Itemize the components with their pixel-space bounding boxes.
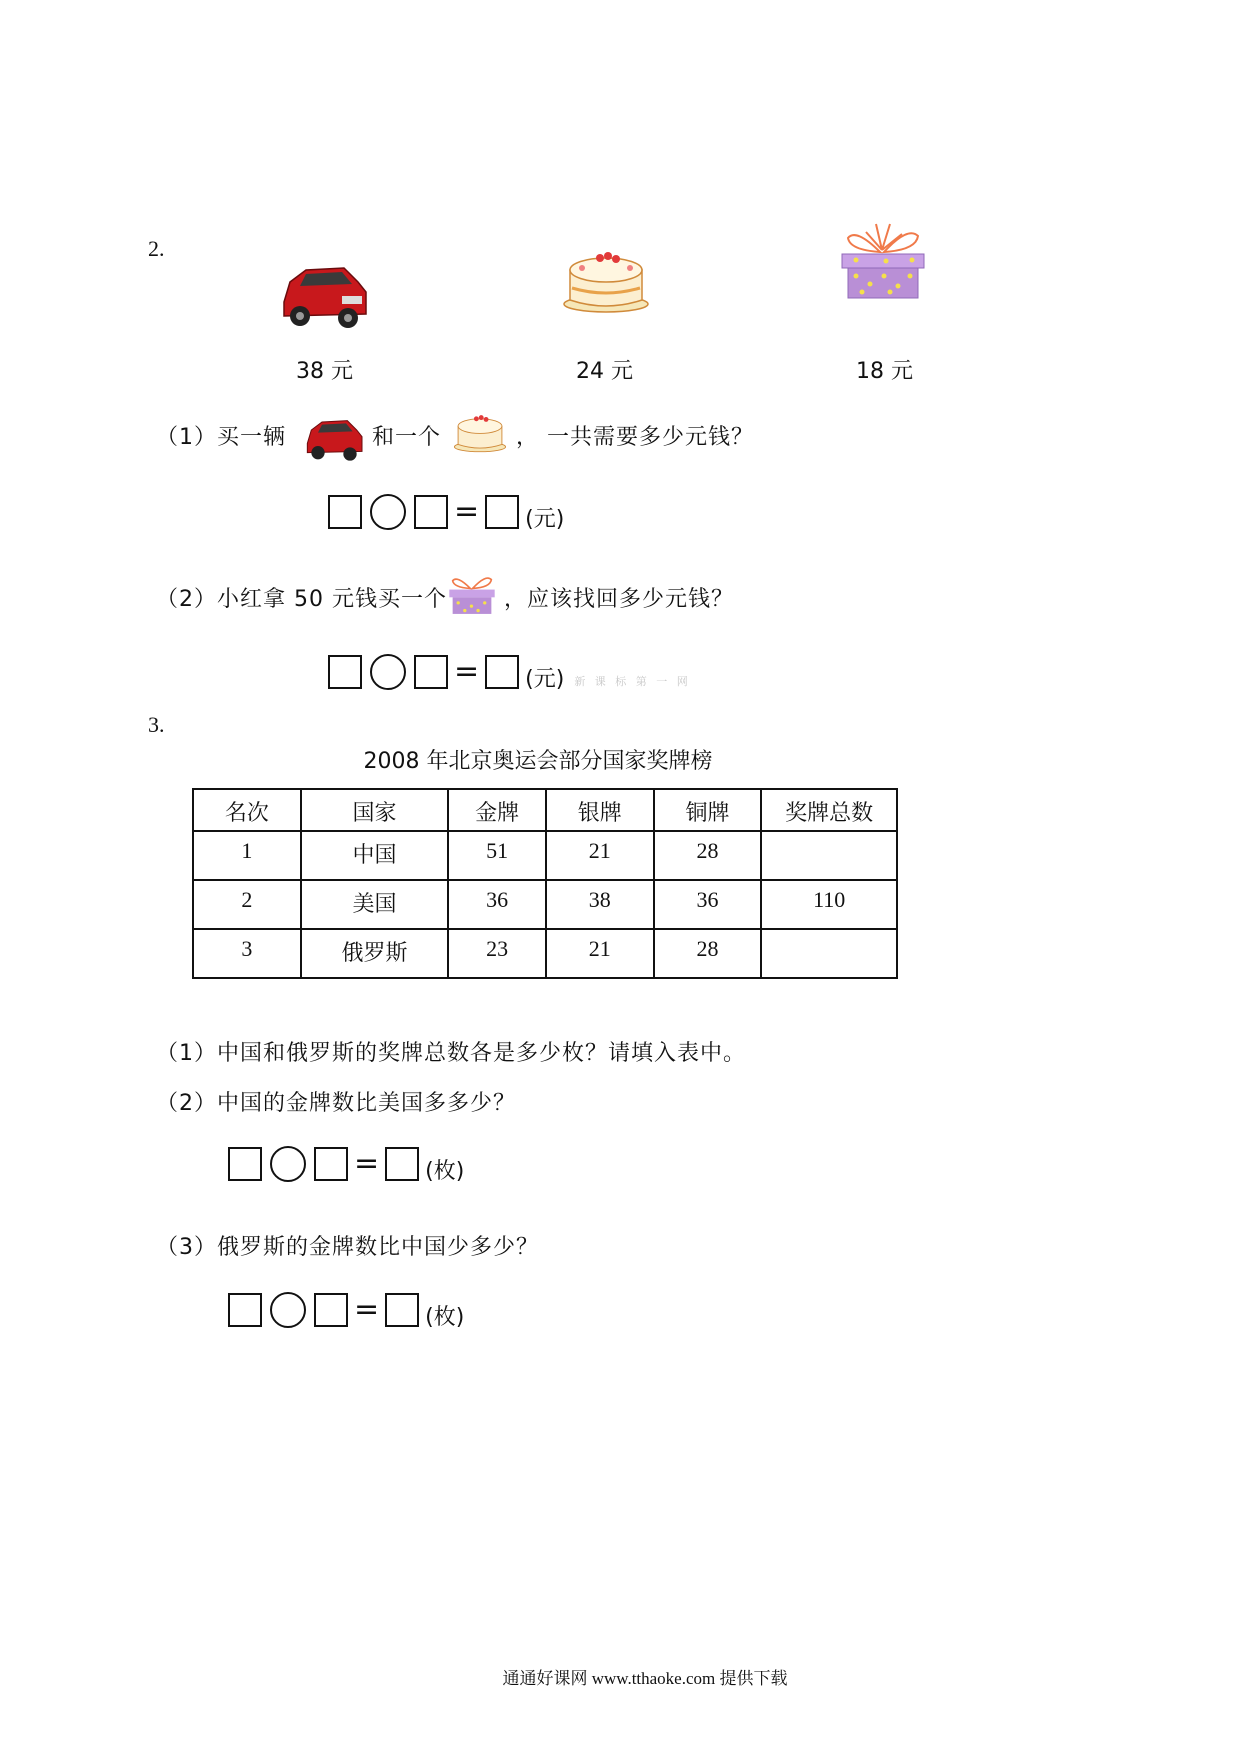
answer-box[interactable]: [328, 495, 362, 529]
answer-box[interactable]: [228, 1293, 262, 1327]
cell-total-input[interactable]: [761, 929, 897, 978]
unit-label: (枚): [425, 1304, 465, 1330]
cake-icon: [560, 238, 652, 318]
cake-icon: [452, 406, 508, 456]
answer-box[interactable]: [414, 655, 448, 689]
cell-country: 中国: [301, 831, 449, 880]
cell-silver: 38: [546, 880, 654, 929]
answer-box[interactable]: [228, 1147, 262, 1181]
cell-silver: 21: [546, 929, 654, 978]
cell-total: 110: [761, 880, 897, 929]
operator-circle[interactable]: [270, 1292, 306, 1328]
watermark: 新 课 标 第 一 网: [574, 675, 691, 688]
cell-rank: 1: [193, 831, 301, 880]
header-rank: 名次: [193, 789, 301, 831]
cell-silver: 21: [546, 831, 654, 880]
car-price: 38 元: [296, 359, 353, 384]
equals-sign: =: [454, 654, 480, 689]
answer-equation-q2-1: [328, 492, 564, 532]
answer-box[interactable]: [314, 1293, 348, 1327]
answer-equation-q3-3: [228, 1290, 464, 1330]
footer-text: 通通好课网 www.tthaoke.com 提供下载: [502, 1669, 788, 1688]
cell-total-input[interactable]: [761, 831, 897, 880]
q2-sub1-prefix: （1）买一辆: [156, 425, 286, 450]
table-row: [193, 831, 897, 880]
cell-bronze: 28: [654, 831, 762, 880]
car-icon: [302, 410, 366, 466]
table-row: [193, 880, 897, 929]
answer-equation-q2-2: [328, 652, 691, 692]
medal-table: [192, 788, 898, 979]
cell-country: 俄罗斯: [301, 929, 449, 978]
gift-icon: [446, 570, 498, 618]
car-icon: [276, 252, 372, 336]
answer-box[interactable]: [314, 1147, 348, 1181]
table-header-row: [193, 789, 897, 831]
operator-circle[interactable]: [370, 654, 406, 690]
answer-equation-q3-2: [228, 1144, 464, 1184]
unit-label: (元): [525, 506, 565, 532]
answer-box[interactable]: [485, 655, 519, 689]
q3-sub3: （3）俄罗斯的金牌数比中国少多少？: [156, 1235, 539, 1260]
gift-icon: [836, 220, 930, 304]
equals-sign: =: [354, 1292, 380, 1327]
cell-bronze: 36: [654, 880, 762, 929]
q2-sub2-prefix: （2）小红拿 50 元钱买一个: [156, 587, 447, 612]
equals-sign: =: [354, 1146, 380, 1181]
q2-sub2-suffix: ，应该找回多少元钱？: [504, 587, 735, 612]
answer-box[interactable]: [385, 1147, 419, 1181]
answer-box[interactable]: [385, 1293, 419, 1327]
q3-sub2: （2）中国的金牌数比美国多多少？: [156, 1091, 516, 1116]
q3-sub1: （1）中国和俄罗斯的奖牌总数各是多少枚？请填入表中。: [156, 1041, 746, 1066]
cell-gold: 36: [448, 880, 546, 929]
table-title: 2008 年北京奥运会部分国家奖牌榜: [363, 749, 713, 774]
cake-price: 24 元: [576, 359, 633, 384]
header-gold: 金牌: [448, 789, 546, 831]
header-silver: 银牌: [546, 789, 654, 831]
operator-circle[interactable]: [370, 494, 406, 530]
header-total: 奖牌总数: [761, 789, 897, 831]
gift-price: 18 元: [856, 359, 913, 384]
answer-box[interactable]: [414, 495, 448, 529]
cell-gold: 23: [448, 929, 546, 978]
equals-sign: =: [454, 494, 480, 529]
answer-box[interactable]: [328, 655, 362, 689]
unit-label: (元): [525, 666, 565, 692]
cell-gold: 51: [448, 831, 546, 880]
question-number-2: 2.: [148, 236, 165, 261]
operator-circle[interactable]: [270, 1146, 306, 1182]
cell-country: 美国: [301, 880, 449, 929]
header-bronze: 铜牌: [654, 789, 762, 831]
answer-box[interactable]: [485, 495, 519, 529]
cell-bronze: 28: [654, 929, 762, 978]
header-country: 国家: [301, 789, 449, 831]
question-number-3: 3.: [148, 712, 165, 737]
q2-sub1-mid: 和一个: [372, 425, 442, 450]
cell-rank: 2: [193, 880, 301, 929]
unit-label: (枚): [425, 1158, 465, 1184]
q2-sub1-suffix: ， 一共需要多少元钱？: [516, 425, 754, 450]
cell-rank: 3: [193, 929, 301, 978]
table-row: [193, 929, 897, 978]
